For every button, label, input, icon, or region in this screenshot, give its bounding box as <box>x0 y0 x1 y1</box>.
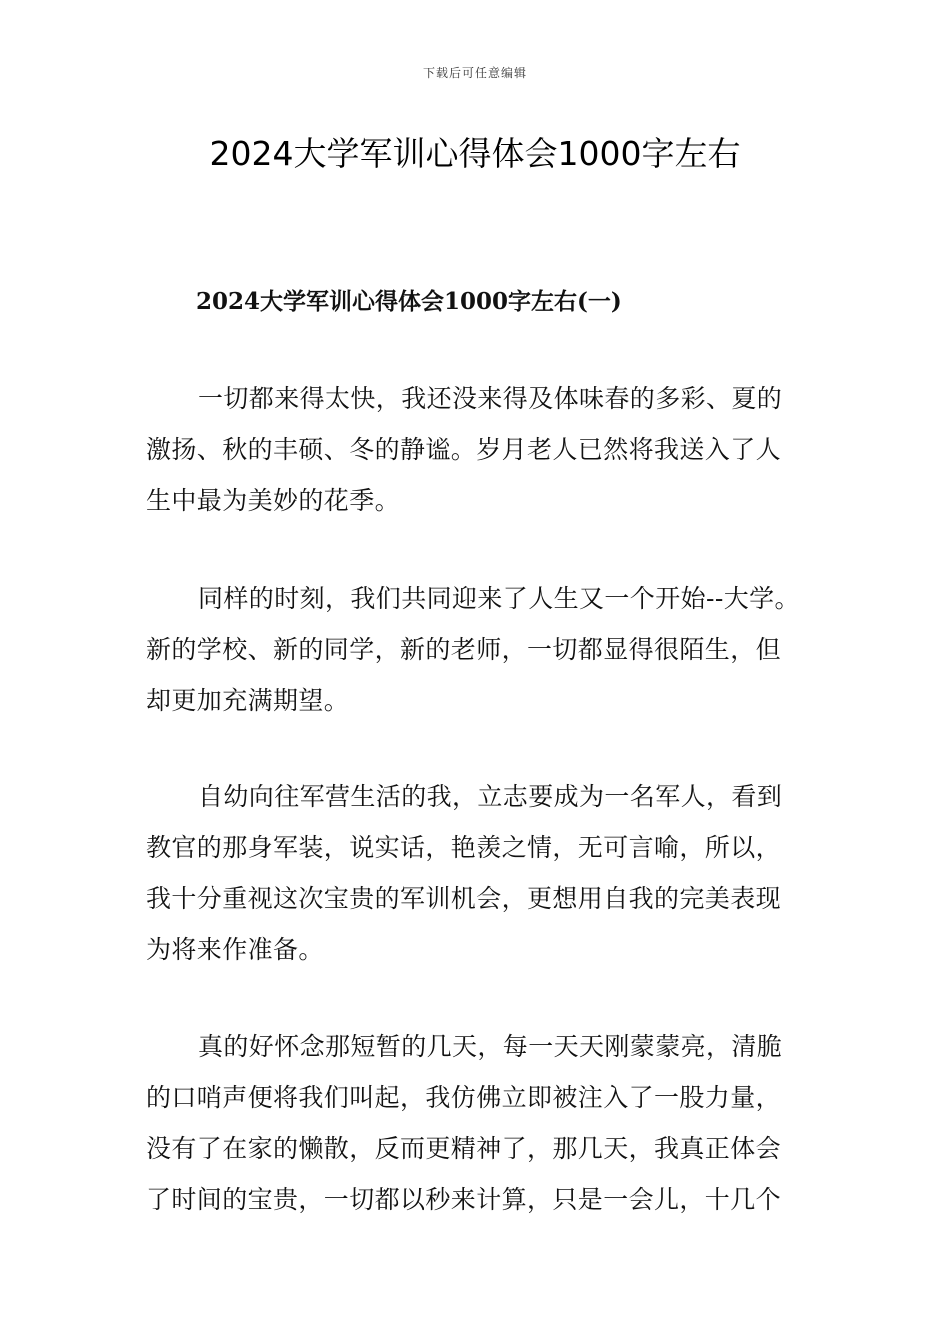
header-note: 下载后可任意编辑 <box>422 66 527 80</box>
document-title: 2024大学军训心得体会1000字左右 <box>209 134 741 173</box>
paragraph-line: 的口哨声便将我们叫起，我仿佛立即被注入了一股力量， <box>146 1083 782 1112</box>
paragraph <box>146 373 846 526</box>
paragraph-line: 生中最为美妙的花季。 <box>146 486 401 515</box>
paragraph-line: 自幼向往军营生活的我，立志要成为一名军人，看到 <box>198 782 783 811</box>
paragraph-line: 激扬、秋的丰硕、冬的静谧。岁月老人已然将我送入了人 <box>146 435 782 464</box>
paragraph-line: 了时间的宝贵，一切都以秒来计算，只是一会儿，十几个 <box>146 1185 782 1214</box>
paragraph <box>146 771 846 975</box>
paragraph-line: 我十分重视这次宝贵的军训机会，更想用自我的完美表现 <box>146 884 782 913</box>
paragraph-line: 没有了在家的懒散，反而更精神了，那几天，我真正体会 <box>146 1134 782 1163</box>
paragraph-line: 新的学校、新的同学，新的老师，一切都显得很陌生，但 <box>146 635 782 664</box>
paragraph <box>146 1021 846 1225</box>
paragraph-line: 同样的时刻，我们共同迎来了人生又一个开始--大学。 <box>198 584 800 613</box>
paragraph-line: 真的好怀念那短暂的几天，每一天天刚蒙蒙亮，清脆 <box>198 1032 783 1061</box>
section-heading: 2024大学军训心得体会1000字左右(一) <box>196 288 622 315</box>
paragraph-line: 一切都来得太快，我还没来得及体味春的多彩、夏的 <box>198 384 783 413</box>
paragraph-line: 教官的那身军装，说实话，艳羡之情，无可言喻，所以， <box>146 833 782 862</box>
paragraph-line: 为将来作准备。 <box>146 935 324 964</box>
paragraph-line: 却更加充满期望。 <box>146 686 350 715</box>
paragraph <box>146 573 846 726</box>
